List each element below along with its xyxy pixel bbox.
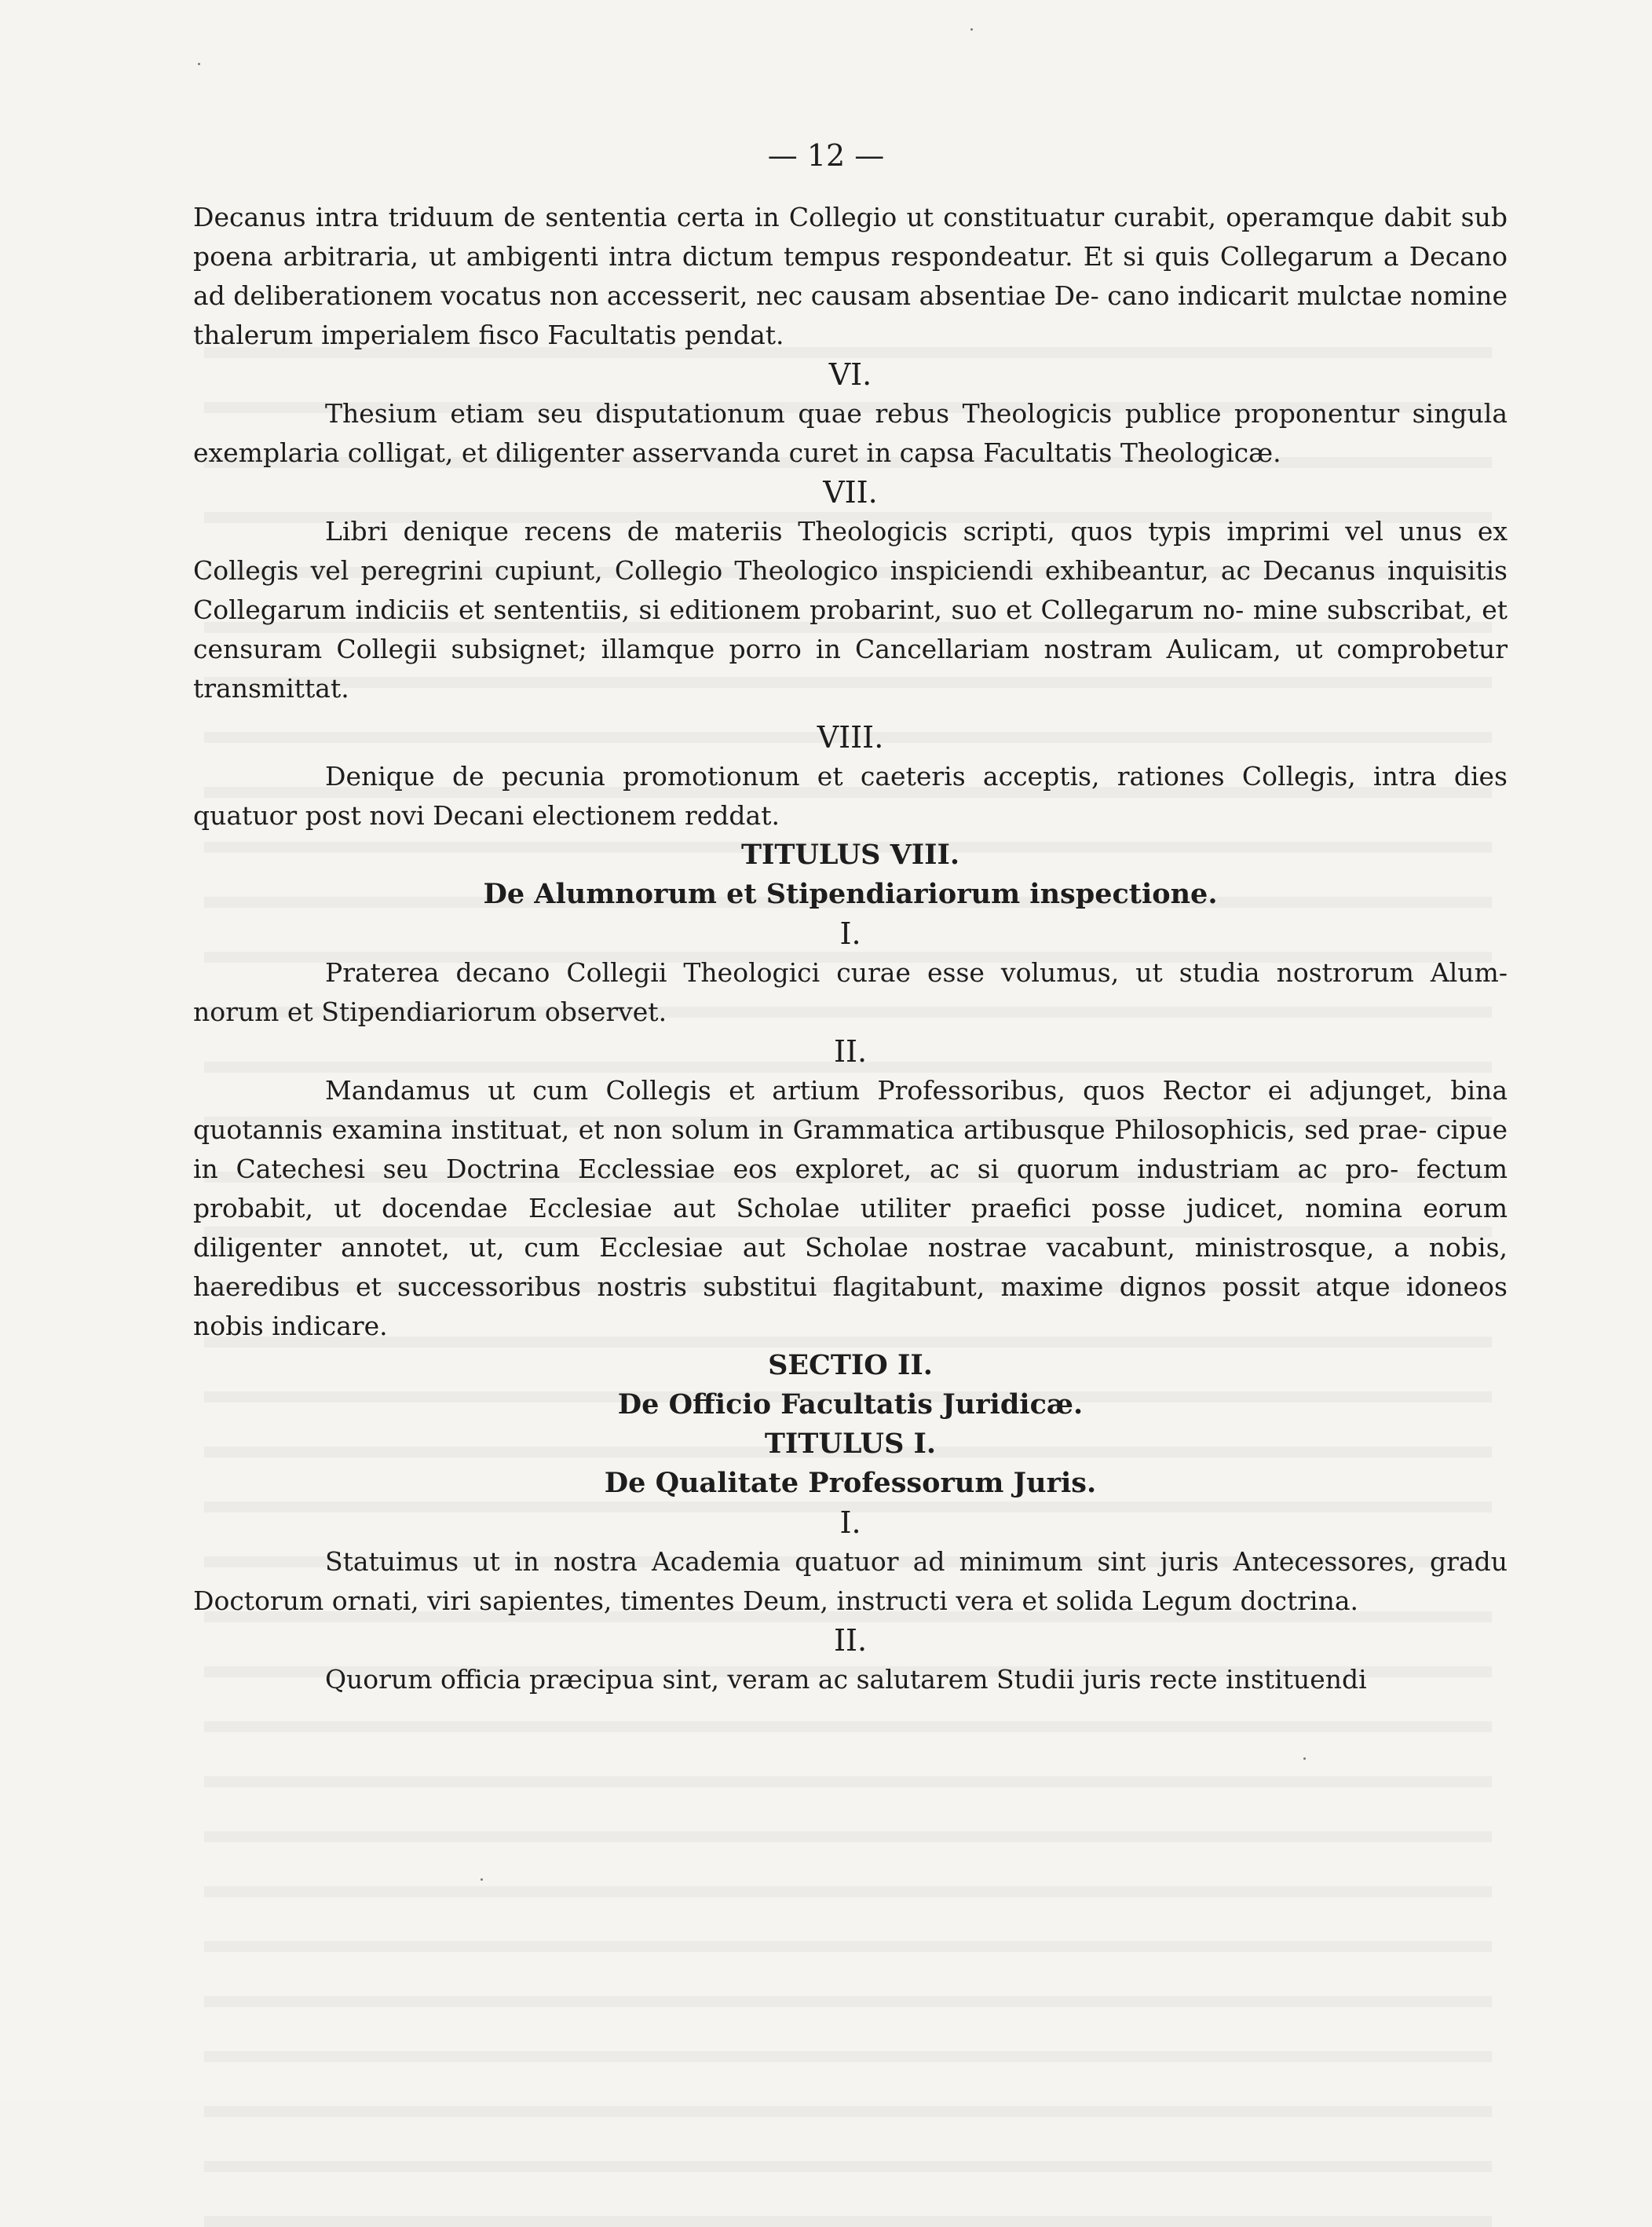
- heading-viii: VIII.: [817, 720, 884, 755]
- heading-titulus-viii-subtitle: De Alumnorum et Stipendiariorum inspectione.: [483, 878, 1218, 910]
- page-number: — 12 —: [767, 138, 885, 173]
- paper-speck: [970, 28, 973, 31]
- heading-sectio-ii-subtitle: De Officio Facultatis Juridicæ.: [617, 1388, 1084, 1421]
- paragraph-denique: Denique de pecunia promotionum et caeteris acceptis, rationes Collegis, intra dies quatuor post novi Decani electionem reddat.: [193, 761, 1508, 831]
- text-column: [193, 198, 1508, 1699]
- heading-ii-section-b: II.: [833, 1623, 868, 1658]
- paragraph-praterea: Praterea decano Collegii Theologici curae esse volumus, ut studia nostrorum Alum- norum et Stipendiariorum observet.: [193, 957, 1508, 1027]
- heading-vii: VII.: [823, 475, 878, 510]
- paragraph-statuimus: Statuimus ut in nostra Academia quatuor ad minimum sint juris Antecessores, gradu Doctorum ornati, viri sapientes, timentes Deum, instructi vera et solida Legum doctrina.: [193, 1546, 1508, 1616]
- paragraph-libri: Libri denique recens de materiis Theologicis scripti, quos typis imprimi vel unus ex Collegis vel peregrini cupiunt, Collegio Theologico inspiciendi exhibeantur, ac Decanus inquisitis Collegarum indiciis et sententiis, si editionem probarint, suo et Collegarum no- mine subscribat, et censuram Collegii subsignet; illamque porro in Cancellariam nostram Aulicam, ut comprobetur transmittat.: [193, 516, 1508, 704]
- heading-sectio-ii: SECTIO II.: [768, 1349, 933, 1381]
- heading-titulus-i-subtitle: De Qualitate Professorum Juris.: [604, 1467, 1097, 1499]
- paragraph-quorum: Quorum officia præcipua sint, veram ac salutarem Studii juris recte instituendi: [325, 1664, 1367, 1695]
- paragraph-mandamus: Mandamus ut cum Collegis et artium Professoribus, quos Rector ei adjunget, bina quotannis examina instituat, et non solum in Grammatica artibusque Philosophicis, sed prae- cipue in Catechesi seu Doctrina Ecclessiae eos exploret, ac si quorum industriam ac pro- fectum probabit, ut docendae Ecclesiae aut Scholae utiliter praefici posse judicet, nomina eorum diligenter annotet, ut, cum Ecclesiae aut Scholae nostrae vacabunt, ministrosque, a nobis, haeredibus et successoribus nostris substitui flagitabunt, maxime dignos possit atque idoneos nobis indicare.: [193, 1075, 1508, 1341]
- heading-i-section-a: I.: [839, 916, 861, 951]
- heading-titulus-viii: TITULUS VIII.: [740, 839, 960, 871]
- heading-ii-section-a: II.: [833, 1034, 868, 1069]
- paper-speck: [481, 1878, 483, 1881]
- paper-speck: [198, 63, 200, 65]
- paragraph-decanus: Decanus intra triduum de sententia certa in Collegio ut constituatur curabit, operamque dabit sub poena arbitraria, ut ambigenti intra dictum tempus respondeatur. Et si quis Collegarum a Decano ad deliberationem vocatus non accesserit, nec causam absentiae De- cano indicarit mulctae nomine thalerum imperialem fisco Facultatis pendat.: [193, 202, 1508, 350]
- heading-titulus-i: TITULUS I.: [764, 1428, 937, 1460]
- paper-speck: [1303, 1757, 1306, 1760]
- paragraph-thesium: Thesium etiam seu disputationum quae rebus Theologicis publice proponentur singula exemplaria colligat, et diligenter asservanda curet in capsa Facultatis Theologicæ.: [193, 398, 1508, 468]
- heading-i-section-b: I.: [839, 1505, 861, 1540]
- heading-vi: VI.: [828, 357, 872, 392]
